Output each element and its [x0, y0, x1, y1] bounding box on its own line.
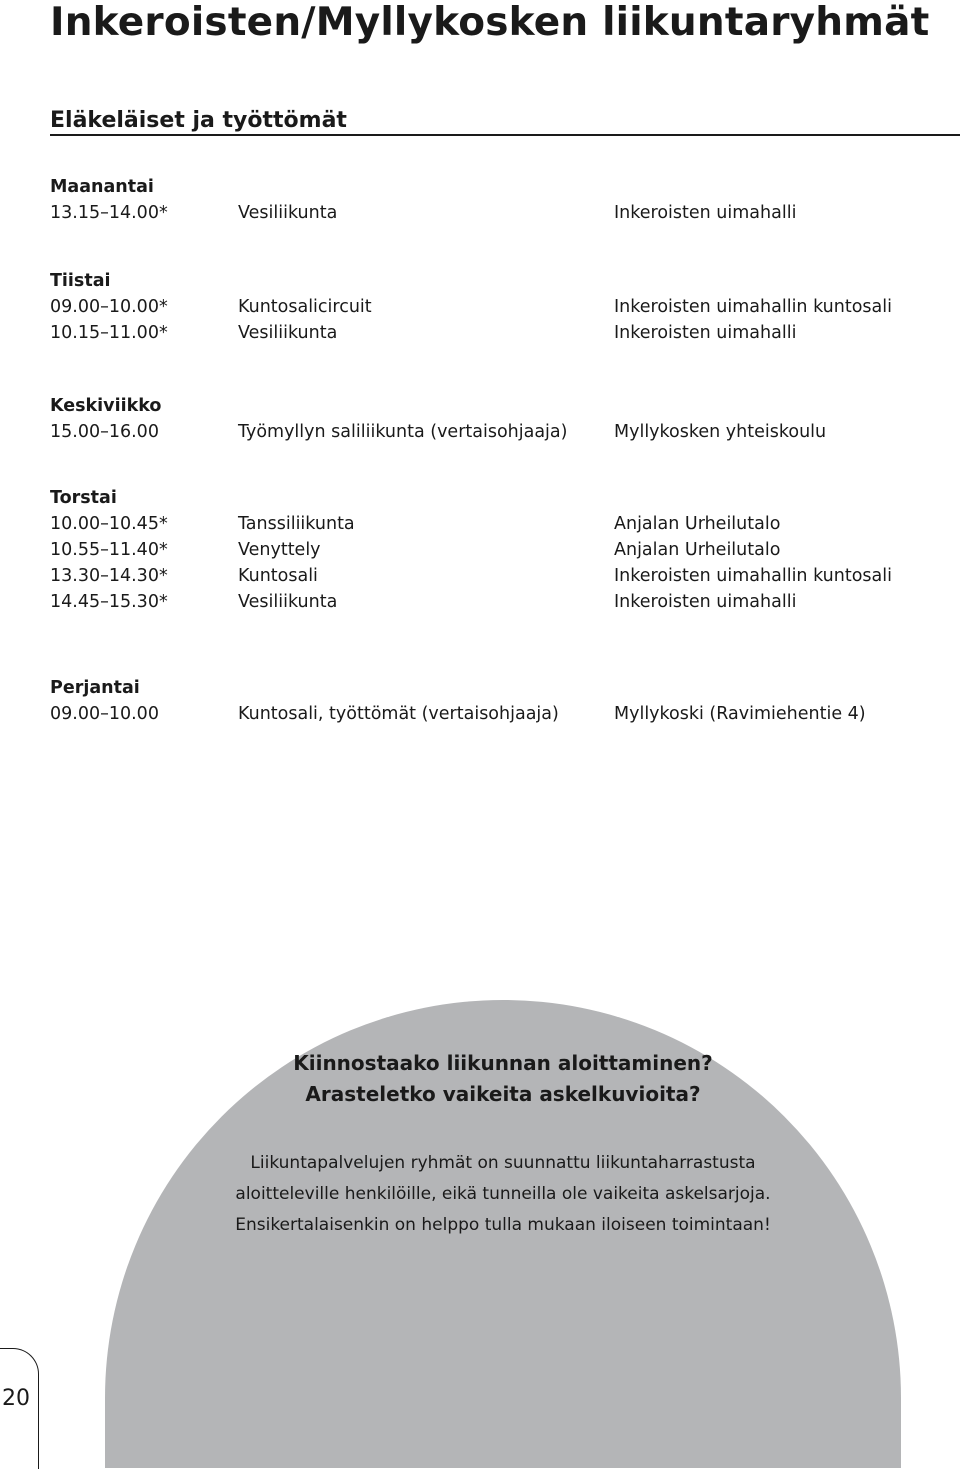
- promo-heading: [105, 1048, 901, 1110]
- day-tuesday: [50, 268, 950, 346]
- schedule-row: [50, 320, 950, 346]
- section-heading: Eläkeläiset ja työttömät: [50, 108, 347, 133]
- schedule-row: [50, 294, 950, 320]
- day-wednesday: [50, 393, 950, 445]
- schedule-row: [50, 511, 950, 537]
- session-place: Anjalan Urheilutalo: [614, 540, 781, 560]
- promo-heading-line: Arasteletko vaikeita askelkuvioita?: [305, 1082, 701, 1106]
- session-place: Inkeroisten uimahalli: [614, 592, 797, 612]
- session-time: 15.00–16.00: [50, 422, 159, 442]
- session-time: 10.00–10.45*: [50, 514, 168, 534]
- session-time: 14.45–15.30*: [50, 592, 168, 612]
- day-name: Tiistai: [50, 271, 111, 291]
- session-time: 10.55–11.40*: [50, 540, 168, 560]
- schedule-row: [50, 200, 950, 226]
- promo-box: [105, 1048, 901, 1241]
- session-activity: Kuntosali: [238, 566, 318, 586]
- session-activity: Työmyllyn saliliikunta (vertaisohjaaja): [238, 422, 568, 442]
- day-name: Torstai: [50, 488, 117, 508]
- day-name: Perjantai: [50, 678, 140, 698]
- day-thursday: [50, 485, 950, 615]
- day-friday: [50, 675, 950, 727]
- session-time: 09.00–10.00*: [50, 297, 168, 317]
- promo-text: [105, 1148, 901, 1241]
- session-time: 09.00–10.00: [50, 704, 159, 724]
- promo-text-line: Liikuntapalvelujen ryhmät on suunnattu liikuntaharrastusta: [250, 1153, 756, 1173]
- promo-heading-line: Kiinnostaako liikunnan aloittaminen?: [293, 1051, 713, 1075]
- session-place: Inkeroisten uimahalli: [614, 203, 797, 223]
- session-place: Inkeroisten uimahallin kuntosali: [614, 297, 893, 317]
- session-activity: Venyttely: [238, 540, 321, 560]
- day-name: Maanantai: [50, 177, 154, 197]
- session-time: 13.30–14.30*: [50, 566, 168, 586]
- session-place: Myllykoski (Ravimiehentie 4): [614, 704, 866, 724]
- session-activity: Tanssiliikunta: [238, 514, 355, 534]
- session-activity: Kuntosali, työttömät (vertaisohjaaja): [238, 704, 559, 724]
- session-activity: Vesiliikunta: [238, 323, 338, 343]
- session-place: Myllykosken yhteiskoulu: [614, 422, 827, 442]
- day-monday: [50, 174, 950, 226]
- day-name: Keskiviikko: [50, 396, 162, 416]
- schedule-row: [50, 589, 950, 615]
- schedule-row: [50, 563, 950, 589]
- schedule-row: [50, 701, 950, 727]
- session-time: 10.15–11.00*: [50, 323, 168, 343]
- session-activity: Kuntosalicircuit: [238, 297, 372, 317]
- promo-text-line: aloitteleville henkilöille, eikä tunneilla ole vaikeita askelsarjoja.: [235, 1184, 771, 1204]
- session-time: 13.15–14.00*: [50, 203, 168, 223]
- promo-text-line: Ensikertalaisenkin on helppo tulla mukaan iloiseen toimintaan!: [235, 1215, 771, 1235]
- schedule-row: [50, 537, 950, 563]
- schedule-row: [50, 419, 950, 445]
- section-divider: [50, 134, 960, 136]
- session-activity: Vesiliikunta: [238, 592, 338, 612]
- session-place: Inkeroisten uimahallin kuntosali: [614, 566, 893, 586]
- page-title: Inkeroisten/Myllykosken liikuntaryhmät: [50, 0, 930, 45]
- session-activity: Vesiliikunta: [238, 203, 338, 223]
- page-number: 20: [2, 1386, 30, 1411]
- session-place: Inkeroisten uimahalli: [614, 323, 797, 343]
- session-place: Anjalan Urheilutalo: [614, 514, 781, 534]
